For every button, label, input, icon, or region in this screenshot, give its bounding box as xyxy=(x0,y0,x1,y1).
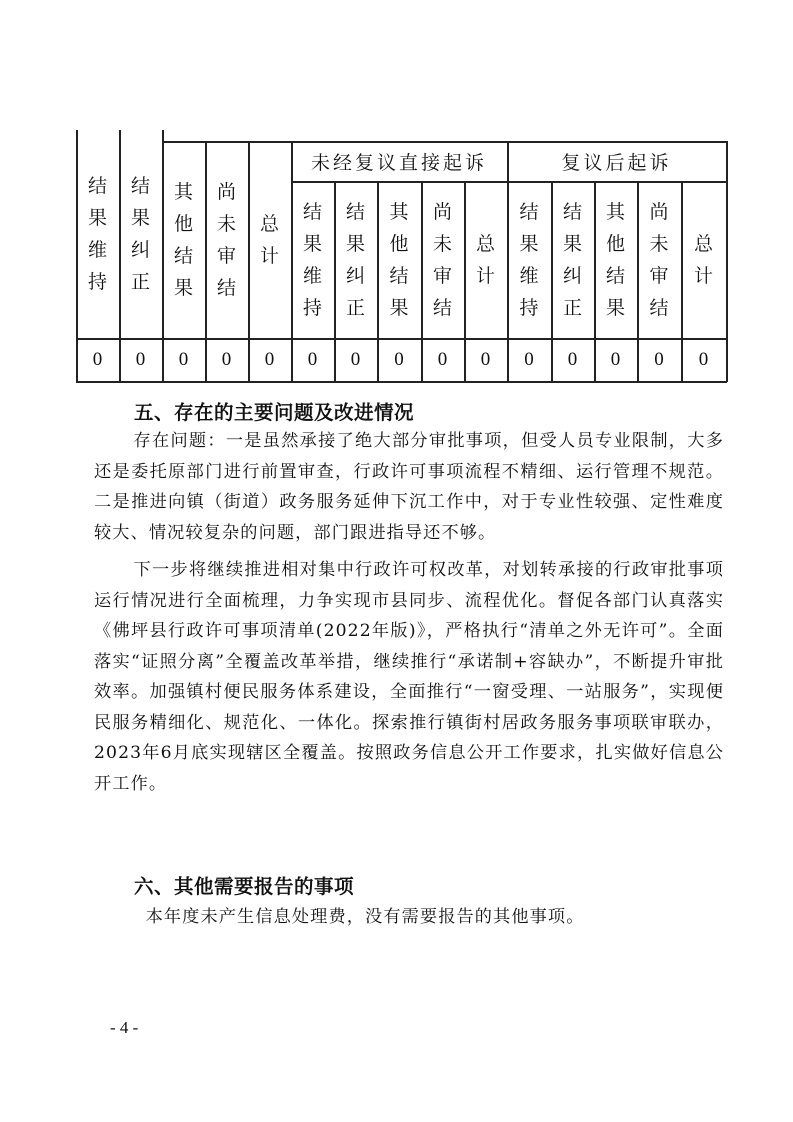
table-cell-value: 0 xyxy=(654,348,664,370)
column-header-char: 计 xyxy=(693,264,713,287)
table-cell-value: 0 xyxy=(698,348,709,370)
section5-heading: 五、存在的主要问题及改进情况 xyxy=(134,401,415,424)
column-header xyxy=(291,181,334,338)
column-header xyxy=(594,181,637,338)
column-header-char: 其 xyxy=(605,200,625,223)
column-header-char: 持 xyxy=(302,296,322,319)
column-header-char: 结 xyxy=(173,244,193,267)
column-header xyxy=(377,181,421,338)
column-header-char: 未 xyxy=(216,212,236,235)
column-header-char: 尚 xyxy=(649,200,669,223)
column-header xyxy=(205,141,248,338)
column-header xyxy=(248,141,291,338)
column-header-char: 持 xyxy=(519,296,539,319)
table-cell-value: 0 xyxy=(350,348,361,370)
column-header-char: 纠 xyxy=(130,239,150,261)
column-header-char: 纠 xyxy=(562,264,582,287)
column-header-char: 正 xyxy=(345,296,365,319)
column-header-char: 结 xyxy=(605,264,625,287)
column-header-char: 维 xyxy=(519,264,539,287)
column-header-char: 果 xyxy=(562,232,582,255)
column-header-char: 计 xyxy=(259,244,279,267)
table-cell-value: 0 xyxy=(567,348,578,370)
litigation-table xyxy=(0,0,793,400)
column-header-char: 尚 xyxy=(216,180,236,203)
page-number: - 4 - xyxy=(110,1018,139,1037)
column-header-char: 结 xyxy=(302,200,322,223)
table-cell-value: 0 xyxy=(480,348,491,370)
column-header-char: 审 xyxy=(216,244,236,267)
group-header: 复议后起诉 xyxy=(561,151,672,174)
table-cell-value: 0 xyxy=(394,348,404,370)
column-header xyxy=(119,130,162,338)
column-header-char: 结 xyxy=(87,175,107,197)
column-header-char: 维 xyxy=(87,239,107,261)
table-cell-value: 0 xyxy=(264,348,275,370)
column-header xyxy=(551,181,594,338)
group-header: 未经复议直接起诉 xyxy=(310,151,487,174)
column-header-char: 他 xyxy=(173,212,193,235)
column-header-char: 果 xyxy=(87,207,107,229)
column-header xyxy=(421,181,464,338)
column-header-char: 总 xyxy=(475,232,495,255)
section6-paragraph: 本年度未产生信息处理费，没有需要报告的其他事项。 xyxy=(145,907,585,927)
section5-paragraph-1: 存在问题：一是虽然承接了绝大部分审批事项，但受人员专业限制，大多还是委托原部门进行前置审查，行政许可事项流程不精细、运行管理不规范。二是推进向镇（街道）政务服务延伸下沉工作中，对于专业性较强、定性难度较大、情况较复杂的问题，部门跟进指导还不够。 xyxy=(94,431,724,543)
column-header-char: 果 xyxy=(345,232,365,255)
column-header-char: 结 xyxy=(519,200,539,223)
column-header-char: 结 xyxy=(432,296,452,319)
column-header-char: 他 xyxy=(389,232,409,255)
table-cell-value: 0 xyxy=(135,348,146,370)
column-header-char: 维 xyxy=(302,264,322,287)
column-header-char: 其 xyxy=(173,180,193,203)
column-header-char: 果 xyxy=(519,232,539,255)
column-header-char: 持 xyxy=(87,271,107,293)
column-header-char: 纠 xyxy=(345,264,365,287)
column-header-char: 其 xyxy=(389,200,409,223)
column-header-char: 他 xyxy=(605,232,625,255)
column-header xyxy=(681,181,726,338)
column-header-char: 结 xyxy=(345,200,365,223)
column-header-char: 果 xyxy=(130,207,150,229)
column-header-char: 尚 xyxy=(432,200,452,223)
column-header xyxy=(334,181,377,338)
table-cell-value: 0 xyxy=(221,348,232,370)
column-header-char: 结 xyxy=(389,264,409,287)
column-header-char: 果 xyxy=(173,276,193,299)
column-header-char: 未 xyxy=(649,232,669,255)
column-header-char: 正 xyxy=(562,296,582,319)
section6-body xyxy=(94,902,724,933)
section6-heading: 六、其他需要报告的事项 xyxy=(134,875,355,898)
table-cell-value: 0 xyxy=(307,348,318,370)
table-cell-value: 0 xyxy=(437,348,448,370)
column-header-char: 果 xyxy=(302,232,322,255)
column-header-char: 果 xyxy=(389,296,409,319)
column-header-char: 结 xyxy=(130,175,150,197)
column-header-char: 正 xyxy=(130,271,150,293)
column-header-char: 计 xyxy=(475,264,495,287)
column-header xyxy=(507,181,551,338)
column-header-char: 审 xyxy=(649,264,669,287)
column-header-char: 结 xyxy=(216,276,236,299)
column-header-char: 审 xyxy=(432,264,452,287)
column-header-char: 结 xyxy=(649,296,669,319)
column-header xyxy=(162,141,205,338)
table-bottom-border xyxy=(76,381,727,383)
column-header-char: 结 xyxy=(562,200,582,223)
table-cell-value: 0 xyxy=(524,348,534,370)
section5-paragraph-2: 下一步将继续推进相对集中行政许可权改革，对划转承接的行政审批事项运行情况进行全面梳理，力争实现市县同步、流程优化。督促各部门认真落实《佛坪县行政许可事项清单(2022年版)》，严格执行“清单之外无许可”。全面落实“证照分离”全覆盖改革举措，继续推行“承诺制+容缺办”，不断提升审批效率。加强镇村便民服务体系建设，全面推行“一窗受理、一站服务”，实现便民服务精细化、规范化、一体化。探索推行镇街村居政务服务事项联审联办，2023年6月底实现辖区全覆盖。按照政务信息公开工作要求，扎实做好信息公开工作。 xyxy=(94,560,724,794)
column-header-char: 未 xyxy=(432,232,452,255)
table-cell-value: 0 xyxy=(178,348,189,370)
table-vline xyxy=(726,141,728,382)
table-cell-value: 0 xyxy=(92,348,103,370)
column-header xyxy=(76,130,119,338)
column-header-char: 总 xyxy=(259,212,279,235)
column-header xyxy=(637,181,681,338)
table-cell-value: 0 xyxy=(610,348,621,370)
column-header-char: 总 xyxy=(693,232,713,255)
column-header-char: 果 xyxy=(605,296,625,319)
column-header xyxy=(464,181,507,338)
section5-body xyxy=(94,426,724,799)
